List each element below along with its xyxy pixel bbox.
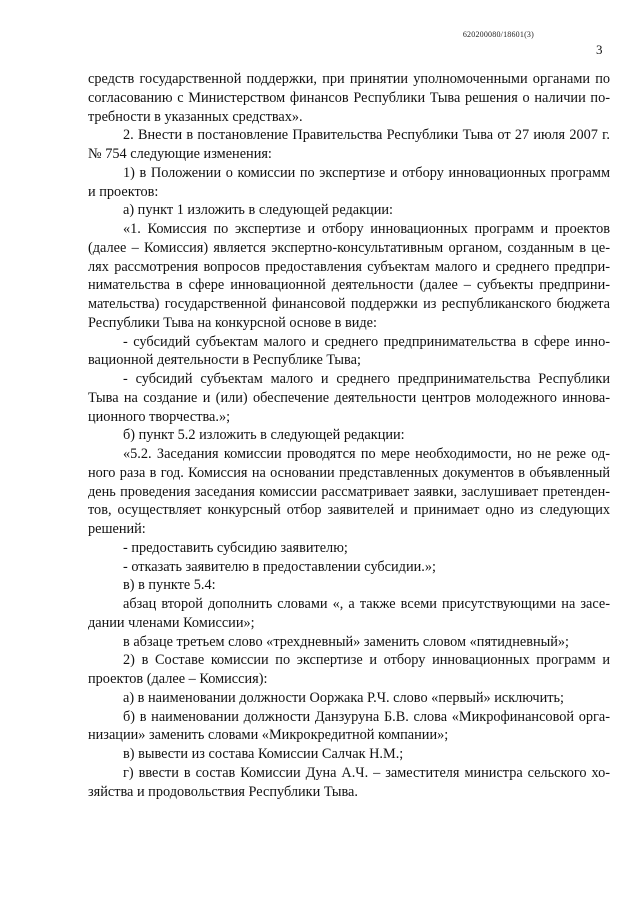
body-text-line: зяйства и продовольствия Республики Тыва.	[88, 783, 358, 800]
body-text-line: мательства) государственной финансовой поддержки из республиканского бюджета	[88, 296, 610, 312]
body-text-line: день проведения заседания комиссии рассматривает заявки, заслушивает претенден-	[88, 483, 610, 500]
body-text-line: (далее – Комиссия) является экспертно-консультативным органом, созданным в це-	[88, 239, 610, 256]
body-text-line: - отказать заявителю в предоставлении субсидии.»;	[123, 558, 436, 575]
document-id: 620200080/18601(3)	[462, 30, 534, 39]
body-text-line: ционного творчества.»;	[88, 408, 231, 425]
body-text-line: № 754 следующие изменения:	[88, 146, 272, 162]
body-text-line: в абзаце третьем слово «трехдневный» заменить словом «пятидневный»;	[123, 633, 569, 650]
body-text-line: - предоставить субсидию заявителю;	[123, 539, 348, 556]
body-text-line: а) пункт 1 изложить в следующей редакции:	[123, 202, 393, 219]
body-text-line: нимательства в сфере инновационной деятельности (далее – субъекты предприни-	[88, 277, 610, 294]
body-text-line: лях рассмотрения вопросов предоставления субъектам малого и среднего предпри-	[88, 258, 610, 275]
body-text-line: 2) в Составе комиссии по экспертизе и отбору инновационных программ и	[123, 652, 610, 669]
page-number: 3	[596, 42, 603, 57]
body-text-line: и проектов:	[88, 183, 159, 200]
body-text-line: в) в пункте 5.4:	[123, 577, 216, 594]
body-text-line: согласованию с Министерством финансов Республики Тыва решения о наличии по-	[88, 89, 610, 106]
body-text-line: требности в указанных средствах».	[88, 108, 303, 125]
body-text-line: в) вывести из состава Комиссии Салчак Н.М.;	[123, 746, 404, 762]
body-text-line: б) пункт 5.2 изложить в следующей редакции:	[123, 427, 405, 444]
body-text-line: дании членами Комиссии»;	[88, 614, 255, 631]
body-text-line: ного раза в год. Комиссия на основании представленных документов в объявленный	[88, 464, 610, 481]
body-text-line: - субсидий субъектам малого и среднего предпринимательства в сфере инно-	[123, 333, 610, 350]
body-text-line: Тыва на создание и (или) обеспечение деятельности центров молодежного иннова-	[88, 389, 610, 406]
body-text-line: средств государственной поддержки, при принятии уполномоченными органами по	[88, 71, 610, 87]
body-text-line: а) в наименовании должности Ооржака Р.Ч. слово «первый» исключить;	[123, 689, 564, 706]
body-text-line: г) ввести в состав Комиссии Дуна А.Ч. – заместителя министра сельского хо-	[123, 764, 610, 781]
body-text-line: 2. Внести в постановление Правительства Республики Тыва от 27 июля 2007 г.	[123, 127, 610, 144]
body-text-line: проектов (далее – Комиссия):	[88, 671, 268, 687]
body-text-line: вационной деятельности в Республике Тыва;	[88, 352, 361, 369]
body-text-line: Республики Тыва на конкурсной основе в виде:	[88, 314, 377, 331]
body-text-line: - субсидий субъектам малого и среднего предпринимательства Республики	[123, 371, 610, 387]
body-text-line: абзац второй дополнить словами «, а также всеми присутствующими на засе-	[123, 596, 610, 612]
body-text-line: «5.2. Заседания комиссии проводятся по мере необходимости, но не реже од-	[123, 446, 610, 462]
body-text-line: б) в наименовании должности Данзуруна Б.В. слова «Микрофинансовой орга-	[123, 708, 610, 725]
body-text-line: тов, осуществляет конкурсный отбор заявителей и принимает одно из следующих	[88, 502, 610, 519]
body-text-line: «1. Комиссия по экспертизе и отбору инновационных программ и проектов	[123, 221, 610, 237]
body-text-line: 1) в Положении о комиссии по экспертизе и отбору инновационных программ	[123, 164, 610, 181]
document-body	[88, 70, 610, 801]
body-text-line: решений:	[88, 521, 146, 537]
body-text-line: низации» заменить словами «Микрокредитной компании»;	[88, 727, 449, 744]
